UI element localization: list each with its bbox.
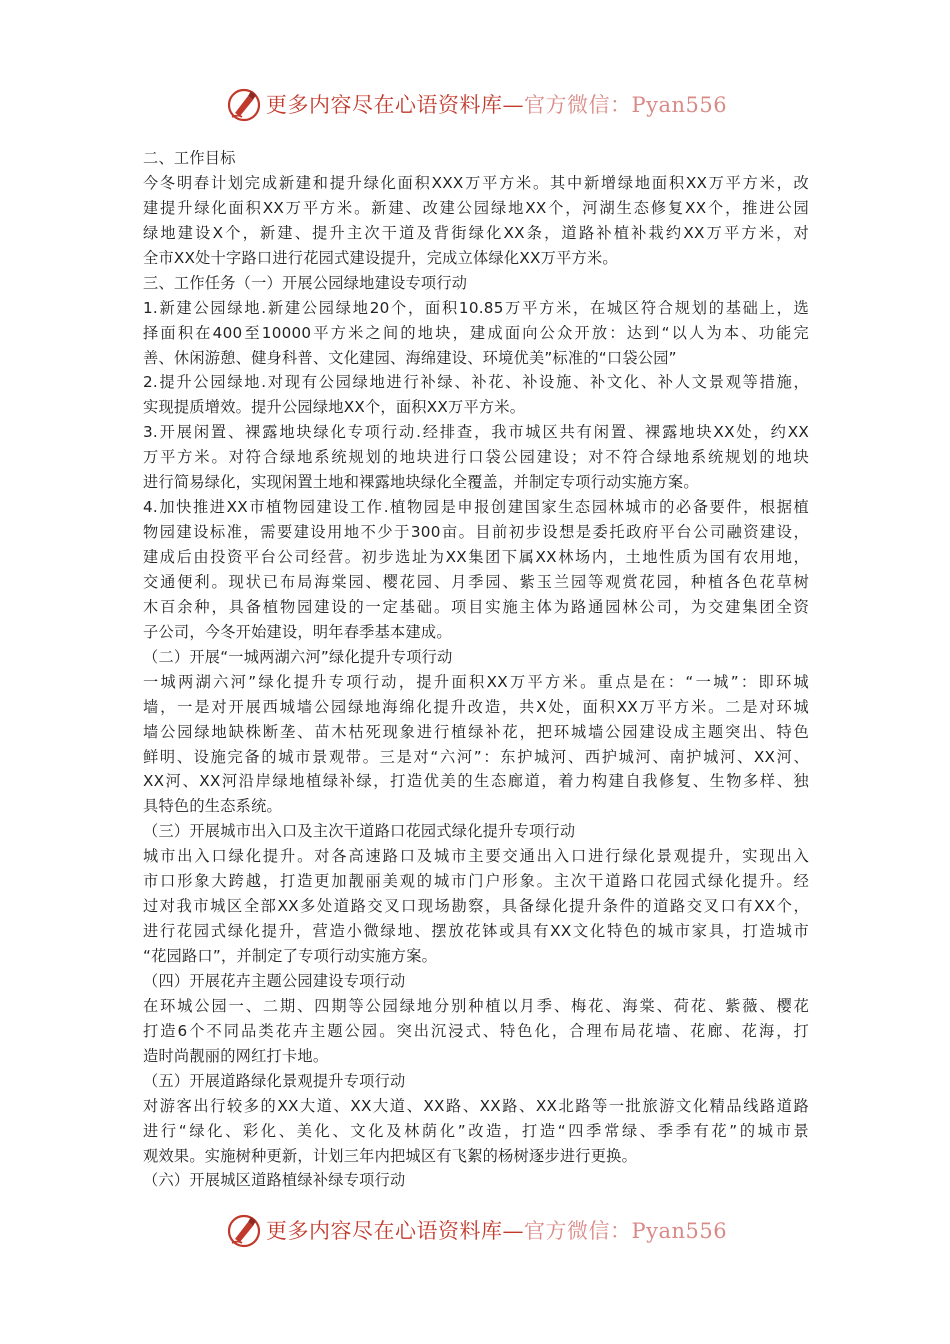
paragraph-line: 对游客出行较多的XX大道、XX大道、XX路、XX路、XX北路等一批旅游文化精品线路道路 (143, 1096, 809, 1115)
paragraph-line: 今冬明春计划完成新建和提升绿化面积XXX万平方米。其中新增绿地面积XX万平方米，改 (143, 173, 809, 192)
paragraph-line: 打造6个不同品类花卉主题公园。突出沉浸式、特色化，合理布局花墙、花廊、花海，打 (143, 1021, 809, 1040)
paragraph-line: 3.开展闲置、裸露地块绿化专项行动.经排查，我市城区共有闲置、裸露地块XX处，约XX (143, 423, 809, 442)
section-heading: 二、工作目标 (143, 149, 236, 167)
paragraph-line: 具特色的生态系统。 (143, 797, 282, 816)
header-banner (226, 84, 727, 124)
paragraph-line: 实现提质增效。提升公园绿地XX个，面积XX万平方米。 (143, 398, 526, 417)
section-heading: （四）开展花卉主题公园建设专项行动 (143, 971, 406, 990)
banner-text: 更多内容尽在心语资料库—官方微信：Pyan556 (266, 93, 728, 117)
section-heading: （五）开展道路绿化景观提升专项行动 (143, 1071, 406, 1090)
paragraph-line: 择面积在400至10000平方米之间的地块，建成面向公众开放：达到“以人为本、功能完 (143, 323, 809, 342)
paragraph-line: 观效果。实施树种更新，计划三年内把城区有飞絮的杨树逐步进行更换。 (143, 1146, 637, 1165)
paragraph-line: 善、休闲游憩、健身科普、文化建园、海绵建设、环境优美”标准的“口袋公园” (143, 348, 677, 367)
paragraph-line: 万平方米。对符合绿地系统规划的地块进行口袋公园建设；对不符合绿地系统规划的地块 (143, 448, 809, 467)
paragraph-line: 进行花园式绿化提升，营造小微绿地、摆放花钵或具有XX文化特色的城市家具，打造城市 (143, 922, 809, 941)
paragraph-line: 建提升绿化面积XX万平方米。新建、改建公园绿地XX个，河湖生态修复XX个，推进公园 (143, 198, 809, 217)
paragraph-line: 绿地建设X个，新建、提升主次干道及背街绿化XX条，道路补植补栽约XX万平方米，对 (143, 223, 809, 242)
section-heading: （三）开展城市出入口及主次干道路口花园式绿化提升专项行动 (143, 822, 576, 841)
footer-banner (226, 1210, 727, 1250)
paragraph-line: 1.新建公园绿地.新建公园绿地20个，面积10.85万平方米，在城区符合规划的基础上，选 (143, 298, 809, 317)
paragraph-line: 一城两湖六河”绿化提升专项行动，提升面积XX万平方米。重点是在：“一城”：即环城 (143, 672, 809, 691)
paragraph-line: 4.加快推进XX市植物园建设工作.植物园是申报创建国家生态园林城市的必备要件，根据植 (143, 498, 809, 517)
paragraph-line: 交通便利。现状已布局海棠园、樱花园、月季园、紫玉兰园等观赏花园，种植各色花草树 (143, 572, 809, 591)
paragraph-line: 城市出入口绿化提升。对各高速路口及城市主要交通出入口进行绿化景观提升，实现出入 (143, 847, 809, 866)
paragraph-line: 全市XX处十字路口进行花园式建设提升，完成立体绿化XX万平方米。 (143, 248, 618, 267)
paragraph-line: 鲜明、设施完备的城市景观带。三是对“六河”：东护城河、西护城河、南护城河、XX河、 (143, 747, 809, 766)
paragraph-line: 造时尚靓丽的网红打卡地。 (143, 1046, 329, 1065)
paragraph-line: 墙，一是对开展西城墙公园绿地海绵化提升改造，共X处，面积XX万平方米。二是对环城 (143, 697, 809, 716)
paragraph-line: 进行“绿化、彩化、美化、文化及林荫化”改造，打造“四季常绿、季季有花”的城市景 (143, 1121, 809, 1140)
paragraph-line: 木百余种，具备植物园建设的一定基础。项目实施主体为路通园林公司，为交建集团全资 (143, 597, 809, 616)
paragraph-line: 在环城公园一、二期、四期等公园绿地分别种植以月季、梅花、海棠、荷花、紫薇、樱花 (143, 996, 809, 1015)
paragraph-line: 物园建设标准，需要建设用地不少于300亩。目前初步设想是委托政府平台公司融资建设， (143, 523, 809, 542)
document-body (143, 146, 809, 1193)
section-heading: （二）开展“一城两湖六河”绿化提升专项行动 (143, 647, 453, 666)
section-heading: （六）开展城区道路植绿补绿专项行动 (143, 1171, 406, 1190)
paragraph-line: 子公司，今冬开始建设，明年春季基本建成。 (143, 622, 452, 641)
pen-logo-icon (226, 86, 262, 122)
paragraph-line: 2.提升公园绿地.对现有公园绿地进行补绿、补花、补设施、补文化、补人文景观等措施， (143, 373, 809, 392)
banner-text: 更多内容尽在心语资料库—官方微信：Pyan556 (266, 1219, 728, 1243)
paragraph-line: 市口形象大跨越，打造更加靓丽美观的城市门户形象。主次干道路口花园式绿化提升。经 (143, 872, 809, 891)
paragraph-line: 建成后由投资平台公司经营。初步选址为XX集团下属XX林场内，土地性质为国有农用地， (143, 548, 809, 566)
paragraph-line: 墙公园绿地缺株断垄、苗木枯死现象进行植绿补花，把环城墙公园建设成主题突出、特色 (143, 722, 809, 741)
pen-logo-icon (226, 1212, 262, 1248)
section-heading: 三、工作任务（一）开展公园绿地建设专项行动 (143, 273, 468, 292)
paragraph-line: XX河、XX河沿岸绿地植绿补绿，打造优美的生态廊道，着力构建自我修复、生物多样、独 (143, 772, 809, 791)
paragraph-line: 进行简易绿化，实现闲置土地和裸露地块绿化全覆盖，并制定专项行动实施方案。 (143, 473, 699, 492)
paragraph-line: “花园路口”，并制定了专项行动实施方案。 (143, 947, 438, 965)
paragraph-line: 过对我市城区全部XX多处道路交叉口现场勘察，具备绿化提升条件的道路交叉口有XX个， (143, 897, 809, 916)
